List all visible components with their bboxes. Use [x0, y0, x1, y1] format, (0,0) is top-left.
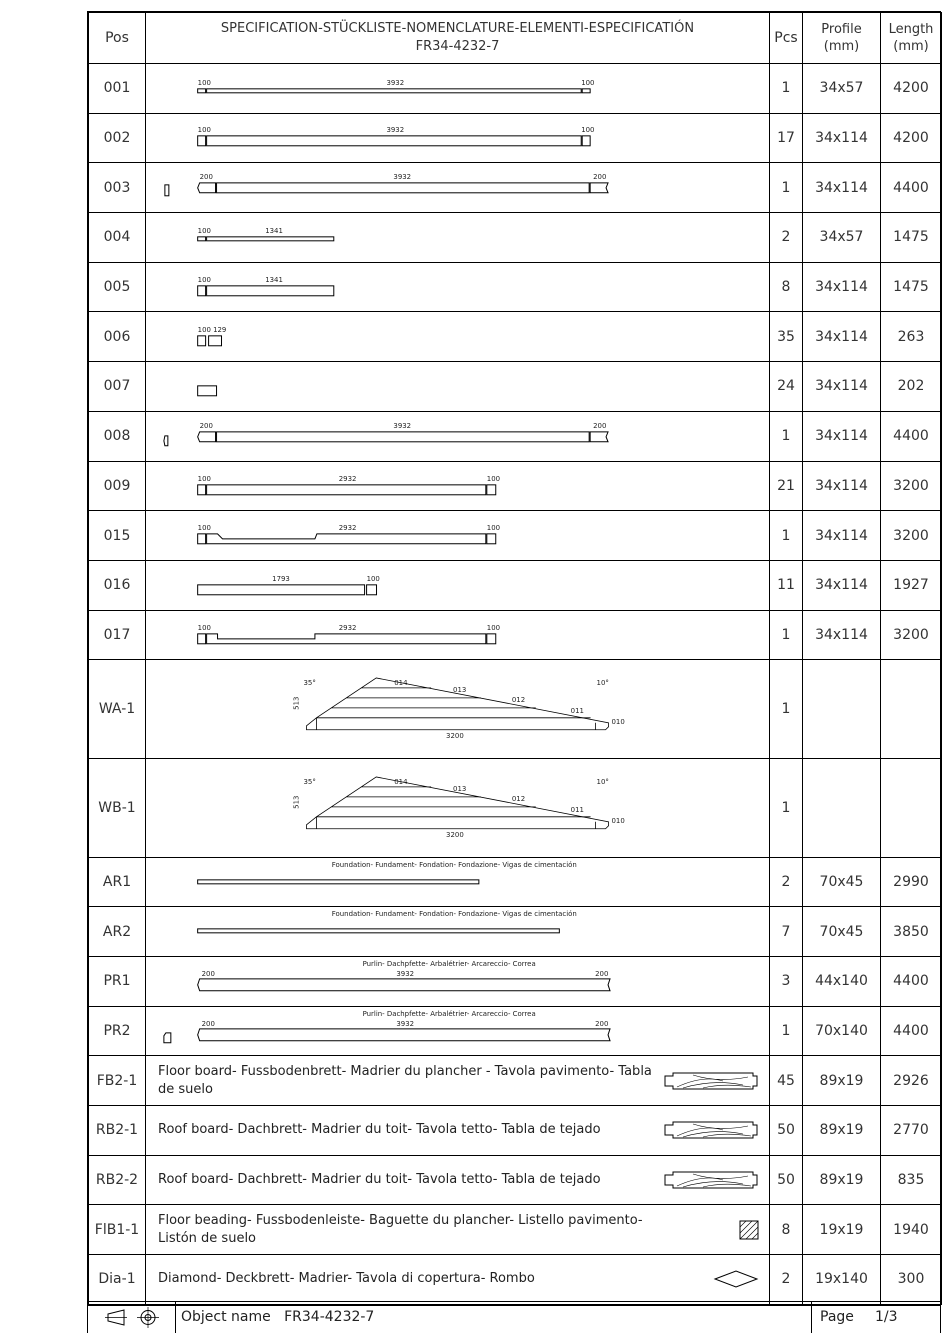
row-pos: 009	[89, 461, 146, 511]
row-pos: AR2	[89, 907, 146, 957]
row-pos: FB2-1	[89, 1056, 146, 1106]
row-length: 4400	[881, 957, 942, 1007]
row-pos: AR1	[89, 857, 146, 907]
row-pcs: 3	[770, 957, 803, 1007]
dim-label: 3932	[396, 969, 415, 978]
row-length: 4200	[881, 64, 942, 114]
row-pcs: 24	[770, 362, 803, 412]
part-drawing-002	[146, 114, 769, 163]
row-pos: 005	[89, 262, 146, 312]
row-drawing	[146, 113, 770, 163]
projection-symbol-icon	[88, 1302, 175, 1333]
part-segment	[367, 585, 377, 595]
header-pcs	[770, 13, 803, 64]
row-pos: 006	[89, 312, 146, 362]
row-drawing	[146, 957, 770, 1007]
dim-label: 3932	[386, 78, 405, 87]
table-row	[89, 1056, 942, 1106]
row-length: 3200	[881, 511, 942, 561]
page-block	[811, 1302, 941, 1333]
row-profile: 70x45	[803, 857, 881, 907]
dim-label: 100	[197, 623, 211, 632]
part-segment	[217, 183, 590, 193]
table-row	[89, 64, 942, 114]
dim-label: 1341	[265, 226, 283, 235]
part-description: Diamond- Deckbrett- Madrier- Tavola di copertura- Rombo	[158, 1271, 535, 1287]
row-profile	[803, 758, 881, 857]
part-segment	[198, 979, 610, 991]
board-profile-icon	[663, 1071, 759, 1091]
table-row	[89, 213, 942, 263]
row-drawing	[146, 461, 770, 511]
table-row	[89, 560, 942, 610]
dim-label: 200	[201, 969, 215, 978]
row-profile: 34x114	[803, 362, 881, 412]
dim-label: 2932	[338, 524, 357, 533]
row-length: 1475	[881, 213, 942, 263]
row-pcs: 1	[770, 660, 803, 759]
dim-label: 200	[595, 1019, 609, 1028]
part-segment	[207, 136, 582, 146]
row-drawing	[146, 857, 770, 907]
part-segment	[198, 585, 365, 595]
table-row	[89, 1155, 942, 1205]
row-pos: PR1	[89, 957, 146, 1007]
part-segment	[198, 386, 217, 396]
header-length	[881, 13, 942, 64]
row-pcs: 1	[770, 163, 803, 213]
row-length: 3850	[881, 907, 942, 957]
row-pcs: 50	[770, 1155, 803, 1205]
profile-section	[165, 185, 169, 196]
part-label: 010	[611, 816, 625, 825]
board-profile-icon	[663, 1170, 759, 1190]
row-description	[146, 1106, 770, 1156]
row-profile: 34x57	[803, 213, 881, 263]
row-pcs: 50	[770, 1106, 803, 1156]
angle-label: 35°	[303, 679, 316, 688]
row-length: 2770	[881, 1106, 942, 1156]
dim-label: 100 129	[197, 326, 227, 335]
row-description	[146, 1056, 770, 1106]
table-row	[89, 907, 942, 957]
row-pcs: 11	[770, 560, 803, 610]
row-pos: 007	[89, 362, 146, 412]
row-profile: 19x19	[803, 1205, 881, 1255]
object-name	[181, 1309, 374, 1325]
board-profile-icon	[663, 1120, 759, 1140]
part-segment	[198, 432, 216, 442]
part-label: 013	[453, 686, 467, 695]
dim-label: 1341	[265, 275, 283, 284]
dim-label: 100	[197, 275, 211, 284]
table-row	[89, 262, 942, 312]
dim-label: 2932	[338, 474, 357, 483]
part-drawing-016	[146, 561, 769, 610]
part-caption: Foundation- Fundament- Fondation- Fondazione- Vigas de cimentación	[331, 860, 577, 869]
row-profile: 34x114	[803, 312, 881, 362]
row-pos: PR2	[89, 1006, 146, 1056]
row-pcs: 17	[770, 113, 803, 163]
row-drawing	[146, 411, 770, 461]
dim-label: 100	[197, 125, 211, 134]
part-segment	[207, 534, 486, 544]
dim-label: 1793	[272, 574, 290, 583]
table-row	[89, 758, 942, 857]
row-description	[146, 1255, 770, 1305]
part-segment	[207, 633, 486, 643]
part-label: 012	[511, 696, 526, 705]
row-drawing	[146, 213, 770, 263]
row-pcs: 1	[770, 610, 803, 660]
part-drawing-ar1	[146, 858, 769, 907]
dim-label: 100	[486, 474, 501, 483]
row-length: 1475	[881, 262, 942, 312]
profile-section	[164, 436, 168, 446]
part-drawing-pr1	[146, 957, 769, 1006]
part-segment	[198, 534, 206, 544]
dim-label: 200	[201, 1019, 215, 1028]
dim-label: 100	[197, 78, 211, 87]
part-label: 013	[453, 784, 467, 793]
row-drawing	[146, 64, 770, 114]
dim-label: 200	[199, 421, 213, 430]
part-segment	[209, 336, 222, 346]
row-drawing	[146, 163, 770, 213]
row-length: 4400	[881, 163, 942, 213]
row-length: 4400	[881, 1006, 942, 1056]
row-drawing	[146, 362, 770, 412]
length-label: 3200	[446, 732, 464, 741]
dim-label: 100	[366, 574, 380, 583]
header-length-unit: (mm)	[893, 39, 929, 54]
dim-label: 100	[486, 524, 501, 533]
part-drawing-007	[146, 362, 769, 411]
row-profile: 34x114	[803, 461, 881, 511]
header-length-label: Length	[888, 22, 934, 37]
row-pos: 016	[89, 560, 146, 610]
row-description	[146, 1205, 770, 1255]
row-pos: 003	[89, 163, 146, 213]
part-drawing-ar2	[146, 907, 769, 956]
part-segment	[198, 286, 206, 296]
row-length: 3200	[881, 461, 942, 511]
row-pos: RB2-1	[89, 1106, 146, 1156]
part-drawing-015	[146, 511, 769, 560]
part-segment	[198, 633, 206, 643]
row-pos: 008	[89, 411, 146, 461]
length-label: 3200	[446, 830, 464, 839]
header-profile	[803, 13, 881, 64]
row-pcs: 1	[770, 411, 803, 461]
row-pcs: 7	[770, 907, 803, 957]
angle-label: 10°	[596, 679, 609, 688]
part-segment	[207, 237, 334, 241]
row-profile: 89x19	[803, 1056, 881, 1106]
row-length: 835	[881, 1155, 942, 1205]
row-length: 3200	[881, 610, 942, 660]
projection-symbol	[88, 1302, 176, 1333]
part-segment	[217, 432, 590, 442]
row-pcs: 8	[770, 1205, 803, 1255]
dim-label: 200	[593, 173, 607, 182]
header-title: SPECIFICATION-STÜCKLISTE-NOMENCLATURE-ELEMENTI-ESPECIFICATIÓN	[220, 21, 695, 36]
header-profile-label: Profile	[821, 22, 862, 37]
row-pos: 017	[89, 610, 146, 660]
row-profile: 34x114	[803, 113, 881, 163]
diamond-icon	[713, 1270, 759, 1288]
part-segment	[198, 336, 206, 346]
table-row	[89, 1106, 942, 1156]
row-profile: 34x114	[803, 262, 881, 312]
dim-label: 100	[197, 474, 211, 483]
part-drawing-004	[146, 213, 769, 262]
row-pcs: 1	[770, 511, 803, 561]
part-segment	[198, 89, 206, 93]
dim-label: 100	[197, 524, 211, 533]
beading-profile-icon	[739, 1220, 759, 1240]
dim-label: 100	[581, 125, 595, 134]
part-label: 014	[394, 679, 408, 688]
row-length: 263	[881, 312, 942, 362]
table-row	[89, 511, 942, 561]
gable-drawing-wa1	[146, 660, 769, 758]
table-row	[89, 312, 942, 362]
part-drawing-008	[146, 412, 769, 461]
part-label: 010	[611, 718, 625, 727]
part-description: Floor board- Fussbodenbrett- Madrier du plancher - Tavola pavimento- Tabla de suelo	[158, 1063, 652, 1097]
dim-label: 200	[595, 969, 609, 978]
part-segment	[207, 484, 486, 494]
part-segment	[487, 534, 496, 544]
dim-label: 2932	[338, 623, 357, 632]
part-caption: Foundation- Fundament- Fondation- Fondazione- Vigas de cimentación	[331, 910, 577, 919]
gable-drawing-wb1	[146, 759, 769, 857]
part-drawing-009	[146, 462, 769, 511]
row-drawing	[146, 660, 770, 759]
part-segment	[198, 237, 206, 241]
header-pos	[89, 13, 146, 64]
table-row	[89, 1205, 942, 1255]
row-drawing	[146, 907, 770, 957]
row-length: 4400	[881, 411, 942, 461]
table-row	[89, 1006, 942, 1056]
header-pcs-label: Pcs	[774, 30, 798, 46]
row-pcs: 1	[770, 64, 803, 114]
row-pcs: 1	[770, 758, 803, 857]
dim-label: 100	[486, 623, 501, 632]
row-pcs: 2	[770, 857, 803, 907]
object-name-label: Object name	[181, 1309, 271, 1325]
part-label: 011	[570, 805, 584, 814]
row-profile: 44x140	[803, 957, 881, 1007]
row-pcs: 2	[770, 213, 803, 263]
row-length: 4200	[881, 113, 942, 163]
row-profile: 34x114	[803, 163, 881, 213]
part-drawing-005	[146, 263, 769, 312]
part-drawing-001	[146, 64, 769, 113]
row-profile: 34x114	[803, 411, 881, 461]
part-segment	[487, 633, 496, 643]
page-number: 1/3	[875, 1309, 898, 1325]
row-pos: RB2-2	[89, 1155, 146, 1205]
height-label: 513	[292, 795, 301, 809]
table-row	[89, 163, 942, 213]
part-segment	[582, 136, 590, 146]
row-drawing	[146, 262, 770, 312]
table-row	[89, 411, 942, 461]
part-caption: Purlin- Dachpfette- Arbalétrier- Arcareccio- Correa	[362, 959, 536, 968]
row-pos: 002	[89, 113, 146, 163]
row-drawing	[146, 560, 770, 610]
page-label: Page	[820, 1309, 854, 1325]
row-description	[146, 1155, 770, 1205]
dim-label: 200	[199, 173, 213, 182]
angle-label: 35°	[303, 777, 316, 786]
row-drawing	[146, 610, 770, 660]
part-drawing-003	[146, 163, 769, 212]
part-label: 012	[511, 794, 526, 803]
row-pos: WB-1	[89, 758, 146, 857]
part-segment	[198, 136, 206, 146]
row-pcs: 8	[770, 262, 803, 312]
row-profile: 34x114	[803, 560, 881, 610]
table-row	[89, 610, 942, 660]
part-segment	[207, 89, 582, 93]
part-drawing-006	[146, 312, 769, 361]
row-length: 300	[881, 1255, 942, 1305]
part-label: 014	[394, 777, 408, 786]
row-pcs: 2	[770, 1255, 803, 1305]
table-row	[89, 1255, 942, 1305]
profile-section	[164, 1033, 171, 1043]
row-pcs: 1	[770, 1006, 803, 1056]
object-name-value: FR34-4232-7	[284, 1309, 375, 1325]
part-drawing-pr2	[146, 1007, 769, 1056]
dim-label: 3932	[393, 421, 412, 430]
table-row	[89, 362, 942, 412]
part-segment	[198, 879, 479, 883]
dim-label: 200	[593, 421, 607, 430]
part-caption: Purlin- Dachpfette- Arbalétrier- Arcareccio- Correa	[362, 1009, 536, 1018]
table-row	[89, 957, 942, 1007]
row-profile: 34x114	[803, 610, 881, 660]
row-pos: 004	[89, 213, 146, 263]
header-pos-label: Pos	[105, 30, 129, 46]
part-segment	[590, 432, 608, 442]
row-pcs: 45	[770, 1056, 803, 1106]
row-profile: 89x19	[803, 1155, 881, 1205]
row-length: 2926	[881, 1056, 942, 1106]
part-segment	[198, 484, 206, 494]
row-drawing	[146, 511, 770, 561]
dim-label: 3932	[393, 173, 412, 182]
part-segment	[198, 1029, 610, 1041]
row-profile: 70x140	[803, 1006, 881, 1056]
dim-label: 3932	[386, 125, 405, 134]
part-description: Floor beading- Fussbodenleiste- Baguette du plancher- Listello pavimento- Listón de suelo	[158, 1212, 643, 1246]
row-pos: FlB1-1	[89, 1205, 146, 1255]
specification-sheet	[87, 11, 941, 1306]
dim-label: 100	[197, 226, 211, 235]
row-drawing	[146, 312, 770, 362]
table-row	[89, 113, 942, 163]
table-header-row	[89, 13, 942, 64]
row-profile: 70x45	[803, 907, 881, 957]
row-length: 1940	[881, 1205, 942, 1255]
dim-label: 100	[581, 78, 595, 87]
header-profile-unit: (mm)	[823, 39, 860, 54]
row-length: 202	[881, 362, 942, 412]
dim-label: 3932	[396, 1019, 415, 1028]
part-segment	[582, 89, 590, 93]
part-segment	[487, 484, 496, 494]
row-profile	[803, 660, 881, 759]
row-length	[881, 660, 942, 759]
row-profile: 34x57	[803, 64, 881, 114]
row-length	[881, 758, 942, 857]
part-label: 011	[570, 707, 584, 716]
row-pcs: 35	[770, 312, 803, 362]
row-pos: Dia-1	[89, 1255, 146, 1305]
specification-table	[88, 12, 942, 1305]
table-row	[89, 461, 942, 511]
title-block	[87, 1301, 941, 1333]
row-pos: 001	[89, 64, 146, 114]
row-profile: 89x19	[803, 1106, 881, 1156]
row-pos: WA-1	[89, 660, 146, 759]
row-length: 2990	[881, 857, 942, 907]
header-code: FR34-4232-7	[415, 39, 500, 54]
part-segment	[207, 286, 334, 296]
row-pos: 015	[89, 511, 146, 561]
header-title-cell	[146, 13, 770, 64]
table-row	[89, 857, 942, 907]
row-profile: 19x140	[803, 1255, 881, 1305]
row-drawing	[146, 758, 770, 857]
part-drawing-017	[146, 611, 769, 660]
part-description: Roof board- Dachbrett- Madrier du toit- Tavola tetto- Tabla de tejado	[158, 1172, 601, 1188]
angle-label: 10°	[596, 777, 609, 786]
part-segment	[198, 183, 216, 193]
table-row	[89, 660, 942, 759]
row-pcs: 21	[770, 461, 803, 511]
row-profile: 34x114	[803, 511, 881, 561]
row-drawing	[146, 1006, 770, 1056]
part-segment	[198, 929, 560, 933]
part-segment	[590, 183, 608, 193]
row-length: 1927	[881, 560, 942, 610]
height-label: 513	[292, 696, 301, 711]
part-description: Roof board- Dachbrett- Madrier du toit- Tavola tetto- Tabla de tejado	[158, 1122, 601, 1138]
